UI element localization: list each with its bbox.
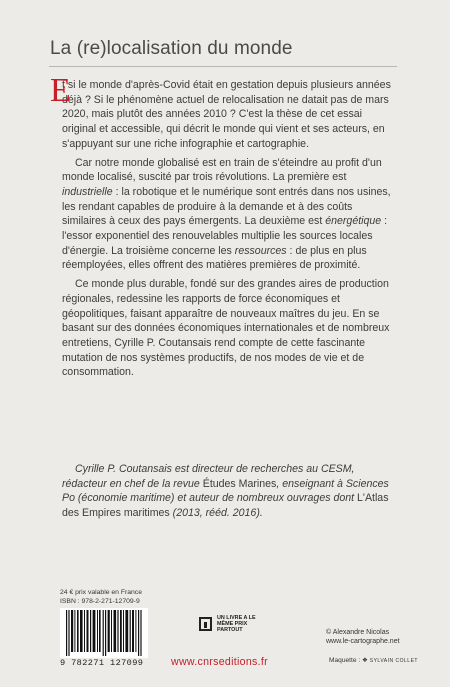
- bio-atlas-title: L'Atlas des Empires maritimes: [62, 492, 389, 520]
- barcode-bars: [66, 610, 144, 656]
- publisher-website[interactable]: www.cnrseditions.fr: [171, 656, 268, 668]
- bio-text-b: est directeur de recherches au CESM, rédacteur en chef de la revue: [62, 463, 355, 490]
- price-text: 24 € prix valable en France: [60, 589, 142, 596]
- drop-cap: E: [50, 72, 71, 109]
- author-bio-text: [62, 462, 392, 521]
- bio-text-f: et auteur de nombreux ouvrages dont: [174, 492, 358, 505]
- price-block: [60, 588, 142, 606]
- cartographer-site: www.le-cartographe.net: [326, 638, 400, 646]
- blurb: [50, 72, 398, 384]
- logo-text: UN LIVRE A LE MÊME PRIX PARTOUT: [217, 615, 256, 633]
- p2-emphasis-industrielle: industrielle: [62, 185, 113, 198]
- author-name: Cyrille P. Coutansais: [75, 463, 172, 475]
- bio-text-e: (économie maritime): [77, 492, 175, 505]
- design-credit: [329, 656, 418, 664]
- p2-text-a: Car notre monde globalisé est en train de s'éteindre au profit d'un monde localisé, suscité par trois révolutions. La première est: [62, 156, 382, 184]
- title-divider: [49, 66, 397, 67]
- credits: [326, 628, 426, 647]
- p2-text-g: : de plus en plus réemployées, elles offrent des matières premières de proximité.: [62, 244, 367, 272]
- prix-unique-logo: [199, 613, 259, 637]
- book-logo-icon: [199, 617, 212, 631]
- bio-journal: Études Marines: [202, 477, 277, 490]
- p2-text-c: : la robotique et le numérique sont entrés dans nos usines, les rendant capables de produire à la demande et à des coûts similaires à ceux des pays émergents. La deuxième est: [62, 185, 391, 228]
- barcode-number: 9 782271 127099: [60, 658, 144, 668]
- author-bio: [62, 462, 392, 521]
- maquette-name: SYLVAIN COLLET: [369, 658, 418, 664]
- p2-text-e: : l'essor exponentiel des renouvelables multiplie les sources locales d'énergie. La troisième concerne les: [62, 215, 388, 257]
- book-title: La (re)localisation du monde: [50, 38, 293, 59]
- blurb-paragraph-1: [50, 72, 398, 152]
- maquette-label: Maquette :: [329, 657, 362, 664]
- bio-text-h: (2013, rééd. 2016).: [169, 507, 263, 520]
- p2-emphasis-energetique: énergétique: [325, 215, 382, 228]
- isbn-text: ISBN : 978-2-271-12709-9: [60, 598, 140, 605]
- blurb-paragraph-2: [62, 156, 398, 274]
- blurb-paragraph-3: Ce monde plus durable, fondé sur des grandes aires de production régionales, redessine les rapports de force économiques et géopolitiques, faisant apparaître de nouveaux maîtres du jeu. En se basant sur des données économiques internationales et de nombreux entretiens, Cyrille P. Coutansais rend compte de cette fascinante mutation de nos systèmes productifs, de nos modes de vie et de consommation.: [62, 278, 390, 379]
- photo-credit: © Alexandre Nicolas: [326, 629, 390, 636]
- bio-text-d: , enseignant à Sciences Po: [62, 477, 389, 505]
- sylvain-collet-icon: ❖: [362, 657, 370, 664]
- blurb-paragraph-1-text: t si le monde d'après-Covid était en gestation depuis plusieurs années déjà ? Si le phénomène actuel de relocalisation ne datait pas de mars 2020, mais plutôt des années 2010 ? C'est la thèse de cet essai original et accessible, qui décrit le monde qui vient et ses acteurs, en s'appuyant sur une riche infographie et cartographie.: [62, 79, 391, 150]
- p2-emphasis-ressources: ressources: [234, 244, 287, 257]
- barcode: [60, 608, 148, 668]
